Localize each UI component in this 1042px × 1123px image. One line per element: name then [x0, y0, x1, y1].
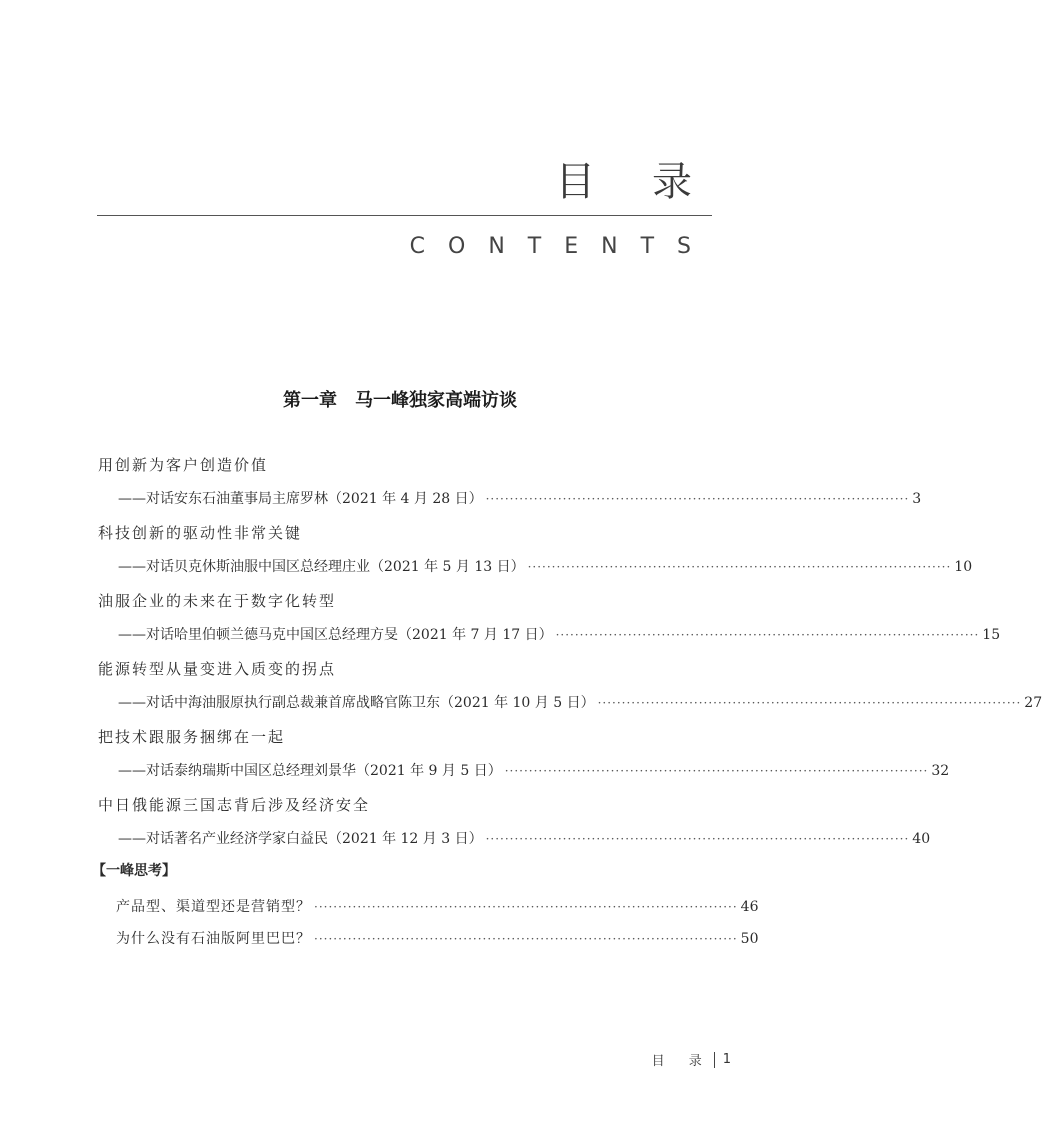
page-footer [652, 1050, 731, 1069]
entry-subtitle-line [98, 758, 950, 792]
entry-title: 产品型、渠道型还是营销型？ [116, 899, 311, 915]
entry-subtitle-line [98, 690, 1042, 724]
entry-subtitle-line [98, 486, 922, 520]
toc-title-chinese: 目 录 [555, 159, 714, 205]
page-number: 15 [982, 627, 1001, 643]
toc-entry[interactable] [98, 926, 759, 958]
footer-page-number: 1 [722, 1052, 731, 1067]
entry-subtitle: ——对话安东石油董事局主席罗林（2021 年 4 月 28 日） [118, 491, 483, 507]
dot-leader: ························································································ [597, 696, 1022, 710]
entry-subtitle-line [98, 554, 973, 588]
dot-leader: ························································································ [555, 628, 980, 642]
toc-entry[interactable] [98, 588, 1001, 656]
dot-leader: ························································································ [485, 832, 910, 846]
section-heading: 【一峰思考】 [92, 863, 176, 879]
entry-subtitle: ——对话中海油服原执行副总裁兼首席战略官陈卫东（2021 年 10 月 5 日） [118, 695, 595, 711]
page-number: 32 [931, 763, 950, 779]
page-number: 27 [1024, 695, 1042, 711]
footer-divider [714, 1052, 715, 1068]
toc-entry[interactable] [98, 656, 1042, 724]
toc-entry[interactable] [98, 894, 759, 926]
dot-leader: ························································································ [314, 932, 738, 946]
chapter-heading: 第一章 马一峰独家高端访谈 [283, 390, 517, 411]
entry-title: 能源转型从量变进入质变的拐点 [98, 660, 337, 678]
toc-entry[interactable] [98, 792, 931, 860]
toc-entry[interactable] [98, 452, 922, 520]
page-number: 40 [912, 831, 931, 847]
toc-title-english: CONTENTS [409, 234, 714, 259]
entry-subtitle: ——对话贝克休斯油服中国区总经理庄业（2021 年 5 月 13 日） [118, 559, 525, 575]
title-divider [97, 215, 712, 216]
entry-title: 科技创新的驱动性非常关键 [98, 524, 303, 542]
entry-subtitle: ——对话哈里伯顿兰德马克中国区总经理方旻（2021 年 7 月 17 日） [118, 627, 553, 643]
entry-subtitle: ——对话著名产业经济学家白益民（2021 年 12 月 3 日） [118, 831, 483, 847]
page-number: 46 [740, 899, 759, 915]
page-number: 3 [912, 491, 922, 507]
entry-title: 把技术跟服务捆绑在一起 [98, 728, 286, 746]
entry-subtitle: ——对话泰纳瑞斯中国区总经理刘景华（2021 年 9 月 5 日） [118, 763, 502, 779]
page-number: 10 [954, 559, 973, 575]
entry-title: 中日俄能源三国志背后涉及经济安全 [98, 796, 371, 814]
toc-entry[interactable] [98, 724, 950, 792]
entry-title: 油服企业的未来在于数字化转型 [98, 592, 337, 610]
entry-title: 为什么没有石油版阿里巴巴？ [116, 931, 311, 947]
dot-leader: ························································································ [527, 560, 952, 574]
footer-label: 目 录 [651, 1054, 712, 1069]
table-of-contents [92, 452, 1042, 958]
entry-subtitle-line [98, 622, 1001, 656]
dot-leader: ························································································ [504, 764, 929, 778]
dot-leader: ························································································ [485, 492, 910, 506]
entry-title: 用创新为客户创造价值 [98, 456, 269, 474]
page-number: 50 [740, 931, 759, 947]
toc-entry[interactable] [98, 520, 973, 588]
dot-leader: ························································································ [314, 900, 738, 914]
entry-subtitle-line [98, 826, 931, 860]
